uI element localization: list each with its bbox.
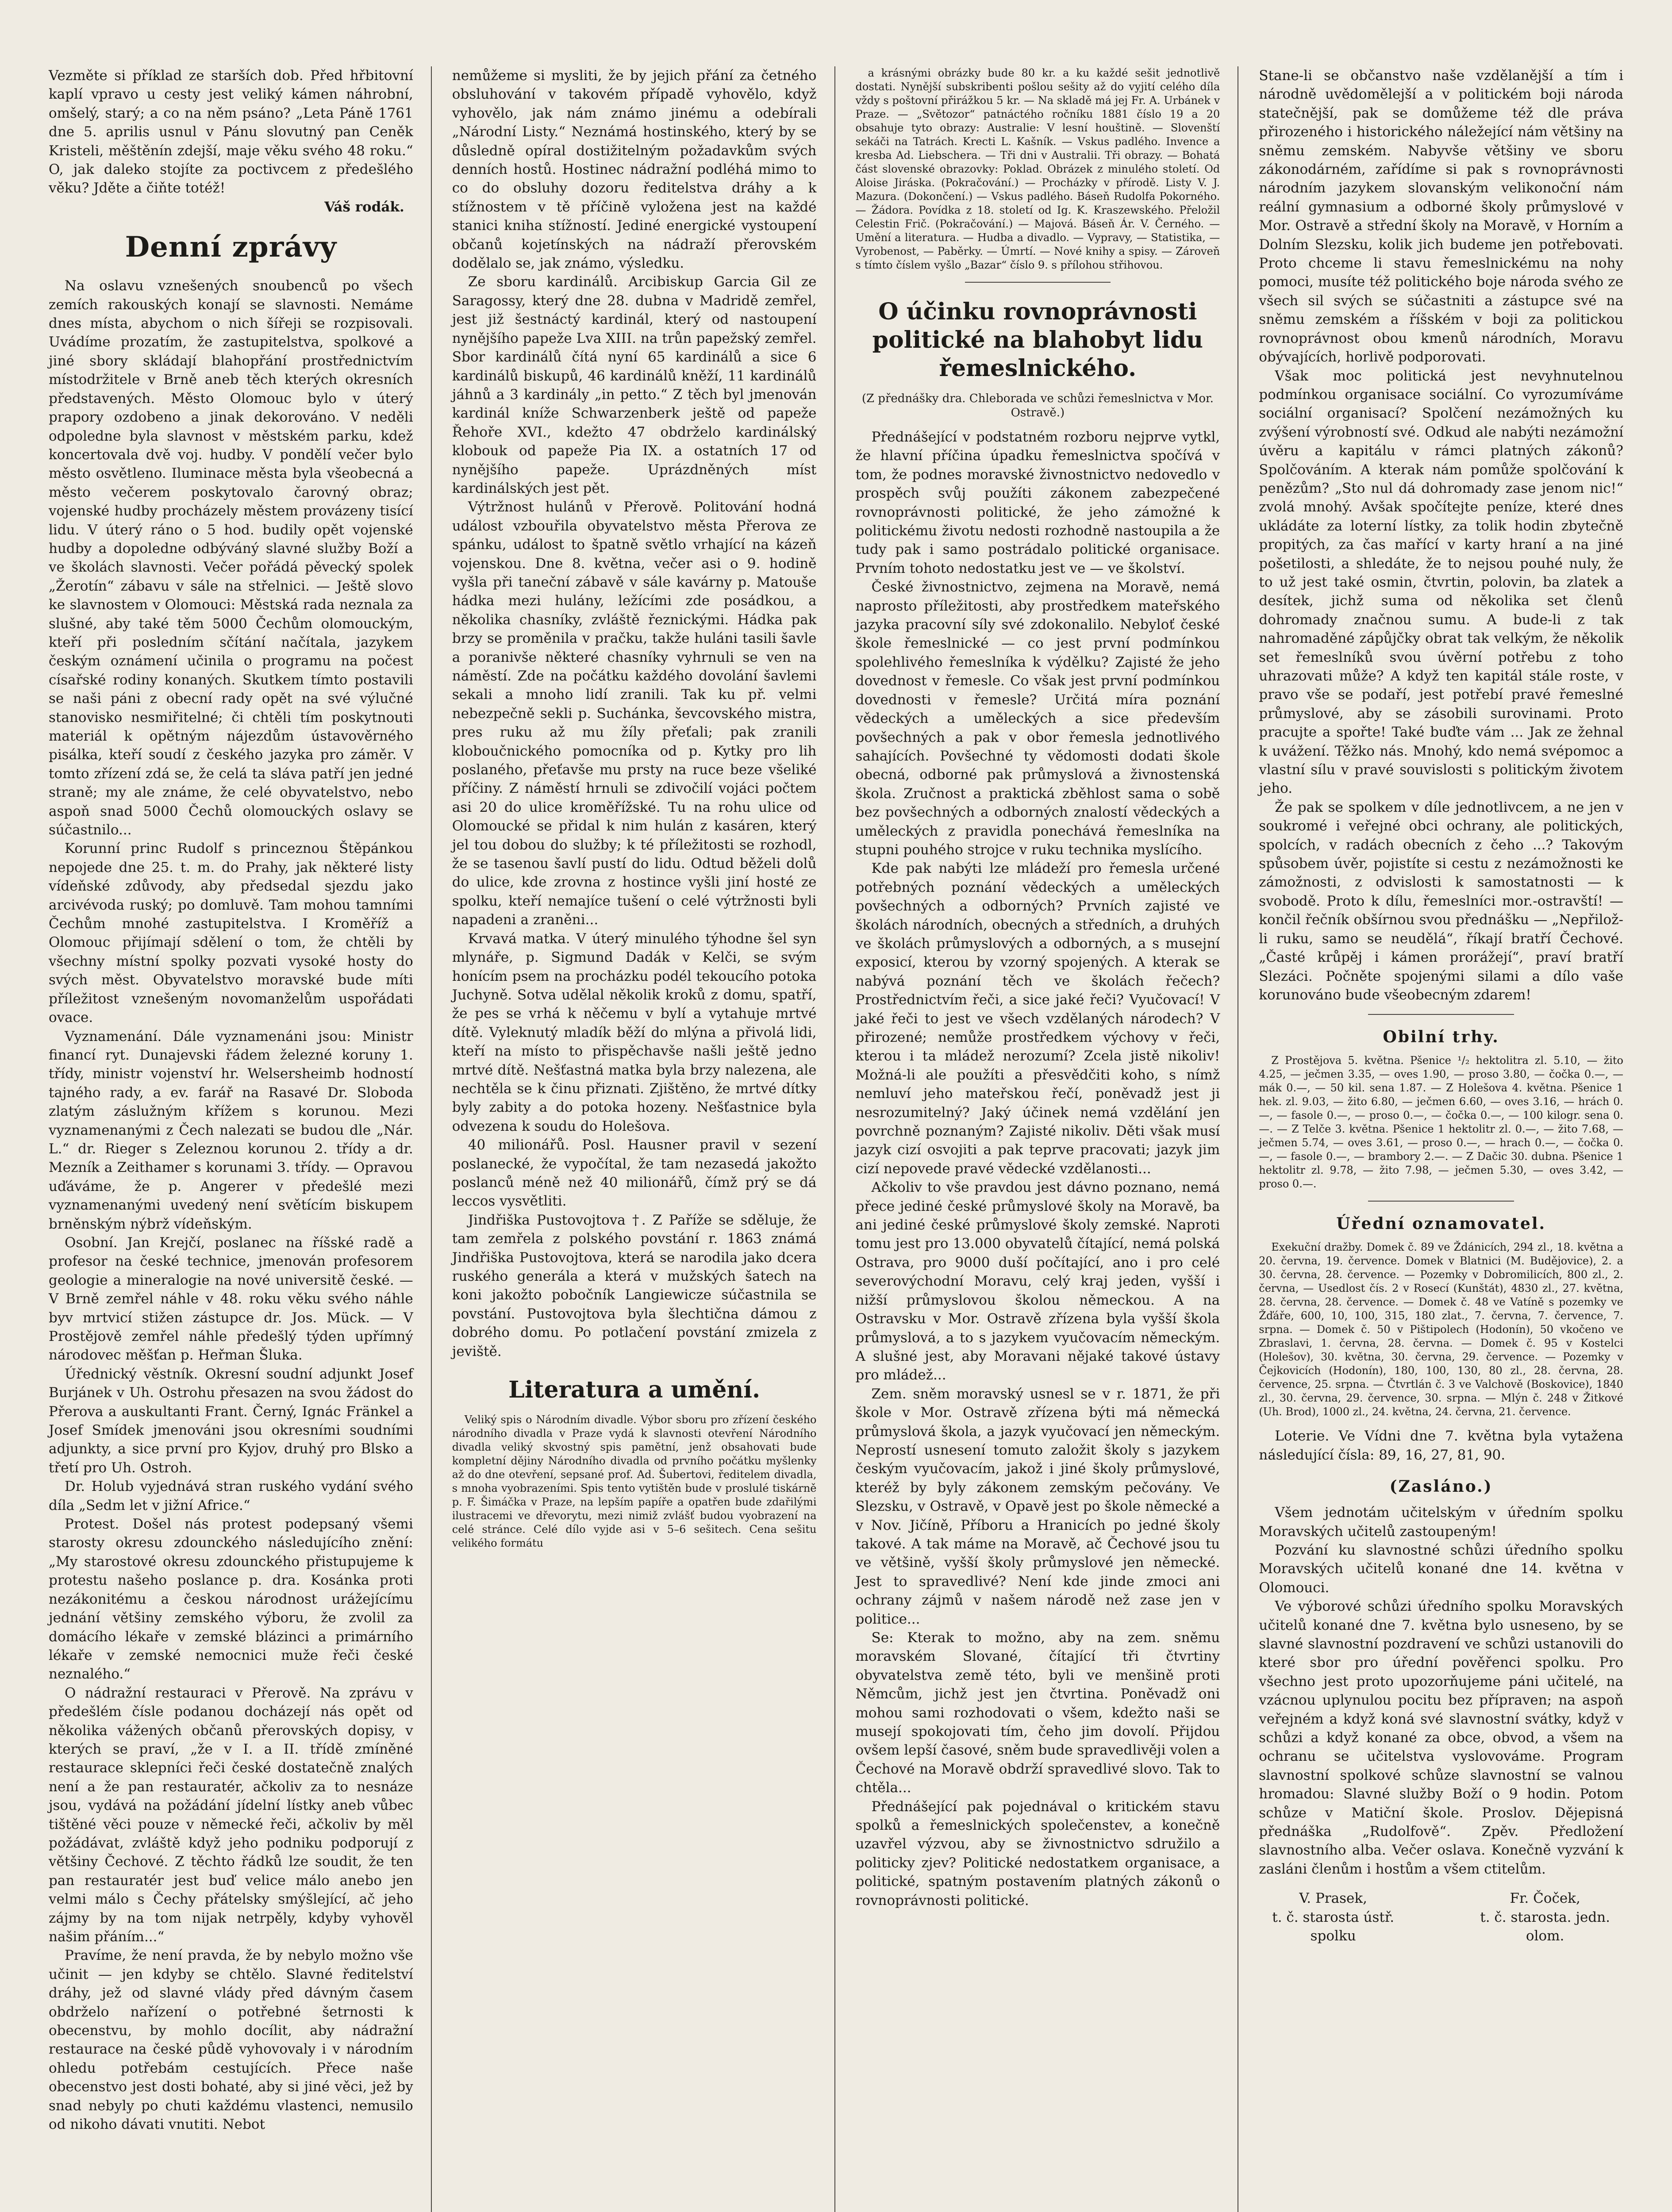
zaslano-body: Ve výborové schůzi úředního spolku Moravských učitelů konané dne 7. května bylo usneseno, by se slavné slavnostní pozdravení ve schůzi ustanovili do které sbor pro úřední pověřenci spolku. Pro všechno jest proto upozorňujeme páni učitelé, na vzácnou uplynulou pocitu bez přípraven; na aspoň veřejném a když koná své slavnostní svátky, když v schůzi a když konané za obce, obvod, a všem na ochranu se učitelstva vyslovováme. Program slavnostní spolkové schůze slavnostní se valnou hromadou: Slavné služby Boží o 9 hodin. Potom schůze v Matiční škole. Proslov. Dějepisná přednáška „Rudolfově“. Zpěv. Předložení slavnostního alba. Večer oslava. Konečně vyzvání k zasláni členům i hostům a všem ctitelům. [1259, 1598, 1623, 1877]
official-notices-block [1259, 1240, 1623, 1419]
section-heading-uredni-oznamovatel: Úřední oznamovatel. [1336, 1214, 1546, 1233]
article-paragraph: Korunní princ Rudolf s princeznou Štěpánkou nepojede dne 25. t. m. do Prahy, jak některé listy vídeňské zdůvody, aby předsedal sjezdu jako arcivévoda ruský; po domluvě. Tam mohou tamními Čechům mnohé zastupitelstva. I Kroměříž a Olomouc přijímají sdělení o tom, že chtěli by všechny místní spolky pozvati vysoké hosty do svých měst. Obyvatelstvo moravské bude míti příležitost vznešeným novomanželům uspořádati ovace. [49, 841, 413, 1026]
intro-letter: Vezměte si příklad ze starších dob. Před hřbitovní kaplí vpravo u cesty jest veliký kámen náhrobní, omšelý, starý; a co na něm psáno? „Leta Páně 1761 dne 5. aprilis usnul v Pánu slovutný pan Ceněk Kristeli, měštěnín zdejší, maje věku svého 48 roku.“ O, jak daleko stojíte za poctivcem z předešlého věku? Jděte a čiňte totéž! [49, 68, 413, 196]
section-heading-zaslano: (Zasláno.) [1389, 1477, 1493, 1496]
article-paragraph: 40 milionářů. Posl. Hausner pravil v sezení poslanecké, že vypočítal, že tam nezasedá jakožto poslanců méně než 40 milionářů, čímž prý se dá leccos vysvětliti. [452, 1137, 817, 1210]
article-paragraph: nemůžeme si mysliti, že by jejich přání za četného obsluhování v takovém případě vyhovělo, když vyhovělo, jak nám známo jinému a odebírali „Národní Listy.“ Neznámá hostinského, který by se důsledně opíral dostižitelným požadavkům svých denních hostů. Hostinec nádražní podléhá mimo to co do obsluhy dozoru ředitelstva dráhy a k stížnostem v tě příčině vyložena jest na každé stanici kniha stížností. Jediné energické vystoupení občanů kojetínských na nádraží přerovském dodělalo se, jak známo, výsledku. [452, 68, 817, 272]
grain-market-block [1259, 1054, 1623, 1191]
article-paragraph: Zem. sněm moravský usnesl se v r. 1871, že při škole v Mor. Ostravě zřízena býti má německá průmyslová škola, a jazyk vyučovací jen německým. Neprostí usnesení tomuto založit školy s jazykem českým vyučovacím, jakož i jiné školy průmyslové, kteréž by byly zákonem zemským pečovány. Ve Slezsku, v Ostravě, v Opavě jest po škole německé a v Nov. Jičíně, Příboru a Hranicích po jedné školy takové. A tak máme na Moravě, ač Čechové jsou tu ve většině, vyšší školy průmyslové jen německé. Jest to spravedlivé? Není kde jinde zmoci ani ochrany zájmů v našem národě než zase jen v politice... [855, 1386, 1220, 1627]
article-paragraph: Přednášející pak pojednával o kritickém stavu spolků a řemeslnických společenstev, a konečně uzavřel výzvou, aby se živnostnictvo sdružilo a politicky zjev? Politické nedostatkem organisace, a politické, spatným postavením platných zákonů o rovnoprávnosti politické. [855, 1798, 1220, 1909]
grain-market-text: Z Prostějova 5. května. Pšenice ¹/₂ hektolitra zl. 5.10, — žito 4.25, — ječmen 3.35, — oves 1.90, — proso 3.80, — čočka 0.—, — mák 0.—, — 50 kil. sena 1.87. — Z Holešova 4. května. Pšenice 1 hek. zl. 9.03, — žito 6.80, — ječmen 6.60, — oves 3.16, — hrách 0.—, — fasole 0.—, — proso 0.—, — čočka 0.—, — 100 kilogr. sena 0.—. — Z Telče 3. května. Pšenice 1 hektolitr zl. 0.—, — žito 7.68, — ječmen 5.74, — oves 3.61, — proso 0.—, — hrach 0.—, — čočka 0.—, — fasole 0.—, — brambory 2.—. — Z Dačic 30. dubna. Pšenice 1 hektolitr zl. 9.78, — žito 7.98, — ječmen 5.30, — oves 3.42, — proso 0.—. [1259, 1054, 1623, 1190]
article-paragraph: Úřednický věstník. Okresní soudní adjunkt Josef Burjánek v Uh. Ostrohu přesazen na svou žádost do Přerova a auskultanti Frant. Černý, Ignác Fränkel a Josef Smídek jmenováni jsou okresními soudními adjunkty, a sice první pro Kyjov, druhý pro Blsko a třetí pro Uh. Ostroh. [49, 1366, 413, 1476]
divider [1368, 1014, 1514, 1015]
column-3 [856, 66, 1239, 2212]
article-paragraph: Ačkoliv to vše pravdou jest dávno poznano, nemá přece jediné české průmyslové školy na Moravě, ba ani jediné české průmyslové školy zemské. Naproti tomu jest pro 13.000 obyvatelů čítající, nemá polská Ostrava, pro 9000 duší počítající, ano i pro celé severovýchodní Moravu, celý kraj jeden, vyšší i nižší průmyslovou školou německou. A na Ostravsku v Mor. Ostravě zřízena byla vyšší škola průmyslová, a to s jazykem vyučovacím německým. A slušné jest, aby Moravani nějaké takové ústavy pro mládež... [855, 1179, 1220, 1383]
signature-line [1272, 1889, 1610, 1945]
column-4 [1259, 66, 1623, 2212]
article-paragraph: Však moc politická jest nevyhnutelnou podmínkou organisace sociální. Co vyrozumíváme sociální organisací? Spolčení nezámožných ku zvýšení výrobností své. Odkud ale nabýti nezámožní úvěru a kapitálu v rámci platných zákonů? Spolčováním. A kterak nám pomůže spolčování k penězům? „Sto nul dá dohromady zase jenom nic!“ zvolá mnohý. Avšak spočítejte peníze, které dnes ukládáte za loterní lístky, za tolik hodin zbytečně propitých, za čas mařící v karty hraní a na jiné pošetilosti, a shledáte, že to nejsou pouhé nuly, že to už jest také osmin, čtvrtin, polovin, ba zlatek a desítek, jichž suma od několika set členů dohromady značnou sumu. A bude-li z tak nahromaděné zápůjčky obrat tak velkým, že několik set řemeslníků svou úvěrní potřebu z toho uhrazovati může? A když ten kapitál stále roste, v pravo vše se podaří, jest potřebí pravé řemeslné průmyslové, aby se zásobili surovinami. Proto pracujte a spořte! Také buďte vám ... Jak ze žehnal k uvážení. Těžko nás. Mnohý, kdo nemá svépomoc a vlastní sílu v pravé souvislosti s politickým životem jeho. [1259, 368, 1623, 797]
literature-continued [856, 66, 1220, 272]
section-heading-rovnopravnost: O účinku rovnoprávnosti politické na blahobyt lidu řemeslnického. [872, 298, 1203, 382]
article-paragraph: Osobní. Jan Krejčí, poslanec na říšské radě a profesor na české technice, jmenován profesorem geologie a mineralogie na nové universitě české. — V Brně zemřel náhle v 48. roku věku svého náhle byv mrtvicí stižen zástupce dr. Jos. Mück. — V Prostějově zemřel náhle předešlý týden upřímný národovec měšťan p. Heřman Šluka. [49, 1234, 413, 1363]
literature-block [452, 1413, 817, 1550]
section-heading-literatura: Literatura a umění. [508, 1376, 761, 1404]
article-paragraph: Ze sboru kardinálů. Arcibiskup Garcia Gil ze Saragossy, který dne 28. dubna v Madridě zemřel, jest již šestnáctý kardinál, který od nastoupení nynějšího papeže Lva XIII. na trůn papežský zemřel. Sbor kardinálů čítá nyní 65 kardinálů a sice 6 kardinálů biskupů, 46 kardinálů kněží, 11 kardinálů jáhnů a 3 kardinály „in petto.“ Z těch byl jmenován kardinál kníže Schwarzenberk ještě od papeže Řehoře XVI., kdežto 47 obdrželo kardinálský klobouk od papeže Pia IX. a ostatních 17 od nynějšího papeže. Uprázdněných míst kardinálských jest pět. [452, 274, 817, 496]
article-paragraph: Dr. Holub vyjednává stran ruského vydání svého díla „Sedm let v jižní Africe.“ [49, 1479, 413, 1513]
article-paragraph: Kde pak nabýti lze mládeží pro řemesla určené potřebných poznání vědeckých a uměleckých povšechných a odborných? Prvních zajisté ve školách národních, obecných a středních, a druhých ve školách průmyslových a odborných, a s musejní exposicí, kterou by vzorný spojených. A kterak se nabývá poznání těch ve školách řečech? Prostřednictvím řeči, a sice jaké řeči? Vyučovací! V jaké řeči to jest ve všech vzdělaných národech? V přirozené; nemůže prostředkem výchovy v řeči, kterou i ta mládež nerozumí? Zcela jistě nikoliv! Možná-li ale použíti a přesvědčiti koho, s nímž nemluví jeho mateřskou řečí, poněvadž jest ji nesrozumitelný? Jaký účinek nemá vzdělání jen povrchně poznaným? Zajisté nikoliv. Děti však musí jazyk cizí osvojiti a pak teprve pracovati; jazyk jim cizí nepovede pravé vědecké vzdělanosti... [855, 860, 1220, 1177]
divider [965, 282, 1111, 283]
article-paragraph: a krásnými obrázky bude 80 kr. a ku každé sešit jednotlivě dostati. Nynější subskribenti pošlou sešity až do vyjití celého díla vždy s poštovní přirážkou 5 kr. — Na skladě má jej Fr. A. Urbánek v Praze. — „Světozor“ patnáctého ročníku 1881 číslo 19 a 20 obsahuje tyto obrazy: Australie: V lesní houštině. — Slovenští sekáči na Tatrách. Krecti L. Kašník. — Vskus padlého. Invence a kresba Ad. Liebschera. — Tři dni v Australii. Tři obrazy. — Bohatá část slovenské obrazovky: Poklad. Obrázek z minulého století. Od Aloise Jiráska. (Pokračování.) — Procházky v přírodě. Listy V. J. Mazura. (Dokončení.) — Vskus padlého. Báseň Rudolfa Pokorného. — Žádora. Povídka z 18. století od Ig. K. Kraszewského. Přeložil Celestin Frič. (Pokračování.) — Majová. Báseň Ár. V. Černého. — Umění a literatura. — Hudba a divadlo. — Vypravy, — Statistika, — Vyrobenost, — Paběrky. — Úmrtí. — Nové knihy a spisy. — Zároveň s tímto číslem vyšlo „Bazar“ číslo 9. s přílohou střihovou. [855, 67, 1220, 271]
article-paragraph: Se: Kterak to možno, aby na zem. sněmu moravském Slované, čítající tři čtvrtiny obyvatelstva země této, byli ve menšině proti Němcům, jichž jest jen čtvrtina. Poněvadž oni mohou sami rozhodovati o všem, kdežto naši se musejí spokojovati tím, čeho jim dovolí. Přijdou ovšem lepší časové, sněm bude spravedlivěji volen a Čechové na Moravě obdrží spravedlivé slovo. Tak to chtěla... [855, 1630, 1220, 1796]
signature-left: V. Prasek, t. č. starosta ústř. spolku [1272, 1890, 1395, 1944]
divider [1368, 1201, 1514, 1202]
zaslano-address: Všem jednotám učitelským v úředním spolku Moravských učitelů zastoupeným! [1259, 1505, 1623, 1540]
article-paragraph: České živnostnictvo, zejmena na Moravě, nemá naprosto příležitosti, aby prostředkem mateřského jazyka pracovní síly své zdokonalilo. Nebyloť české škole řemeslnické — co jest první podmínkou spolehlivého řemeslníka k výdělku? Zajisté že jeho dovednost v řemesle. Co však jest první podmínkou dovednosti v řemesle? Určitá míra poznání vědeckých a uměleckých a sice především povšechných a pak v obor řemesla jednotlivého sahajících. Povšechné ty vědomosti dodati škole obecná, odborné pak průmyslová a živnostenská škola. Zručnost a praktická zběhlost sama o sobě bez povšechných a odborných znalostí vědeckých a uměleckých z pravidla ponechává řemeslníka na stupni pouhého strojce v ruku technika myslícího. [855, 579, 1220, 858]
section-heading-obilni-trhy: Obilní trhy. [1383, 1028, 1499, 1047]
section-heading-denni-zpravy: Denní zprávy [125, 230, 337, 264]
signature-right: Fr. Čoček, t. č. starosta. jedn. olom. [1480, 1890, 1610, 1944]
article-paragraph: O nádražní restauraci v Přerově. Na zprávu v předešlém čísle podanou docházejí nás opět od několika vážených občanů přerovských dopisy, v kterých se praví, „že v I. a II. třídě zmíněné restaurace sklepníci řeči české dostatečně znalých není a že pan restauratér, ačkoliv za to nesnáze jsou, vydává na požádání jídelní lístky aneb vůbec tištěné věci pouze v německé řeči, ačkoliv by měl požádávat, zvláště když jeho podniku podporují z většiny Čechové. Z těchto řádků lze soudit, že ten pan restauratér jest buď velice málo anebo jen velmi málo s Čechy přátelsky smýšlející, ač jeho zájmy by na tom nijak netrpěly, kdyby vyhověl našim přáním...“ [49, 1685, 413, 1945]
article-paragraph: Přednášející v podstatném rozboru nejprve vytkl, že hlavní příčina úpadku řemeslnictva spočívá v tom, že podnes moravské živnostnictvo nedovedlo v prospěch svůj použíti zákonem zabezpečené rovnoprávnosti politické, že jeho zámožné k politickému životu nedosti rozhodně nastoupila a že tudy pak i samo postrádalo politické organisace. Prvním tohoto nedostatku jest ve — ve školství. [855, 429, 1220, 576]
intro-signature: Váš rodák. [324, 199, 404, 215]
article-paragraph: Stane-li se občanstvo naše vzdělanější a tím i národně uvědomělejší a v politickém boji národa statečnější, pak se domůžeme též dle práva přirozeného i historického náležející nám většiny na sněmu zemském. Nabyvše většiny ve sboru zákonodárném, zařídíme si pak s rovnoprávnosti národním jazykem slovanským velikonoční nám reální gymnasium a odborné školy průmyslové v Mor. Ostravě a střední školy na Moravě, v Horním a Dolním Slezsku, kolik jich budeme jen potřebovati. Proto chceme li stavu řemeslnickému na nohy pomoci, musíte též politického boje národa svého ze všech sil svých se súčastniti a zástupce své na sněmu zemském a říšském v boji za politickou rovnoprávnost obou kmenů národních, Moravu obývajících, horlivě podporovati. [1259, 68, 1623, 365]
column-1 [49, 66, 432, 2212]
column-2 [452, 66, 835, 2212]
article-paragraph: Protest. Došel nás protest podepsaný všemi starosty okresu zdounckého následujícího znění: „My starostové okresu zdounckého přistupujeme k protestu našeho poslance p. dra. Kosánka proti nezákonitému a českou národnost urážejícímu jednání většiny zemského výboru, že zvolil za domácího lékaře v zemské blázinci a primárního lékaře v zemské nemocnici muže řeči české neznalého.“ [49, 1516, 413, 1682]
article-paragraph: Vyznamenání. Dále vyznamenáni jsou: Ministr financí ryt. Dunajevski řádem železné koruny 1. třídy, ministr vojenství hr. Welsersheimb hodností tajného rady, a ev. farář na Rasavé Dr. Sloboda zlatým záslužným křížem s korunou. Mezi vyznamenanými z Čech nalezati se budou dle „Nár. L.“ dr. Rieger s Zeleznou korunou 2. třídy a dr. Mezník a Zeithamer s korunami 3. třídy. — Opravou uďáváme, že p. Angerer v předešlé mezi vyznamenanými uvedený není světícím biskupem brněnským nýbrž vídeňským. [49, 1028, 413, 1232]
article-paragraph: Krvavá matka. V úterý minulého týhodne šel syn mlynáře, p. Sigmund Dadák v Kelči, se svým honícím psem na procházku podél tekoucího potoka Juchyně. Sotva udělal několik kroků z domu, spatří, že pes se vrhá k něčemu v bylí a vytahuje mrtvé dítě. Vyleknutý mladík běží do mlýna a přivolá lidi, kteří na místo to přispěchavše našli ještě jedno mrtvé dítě. Nešťastná matka byla brzy nalezena, ale nechtěla se k činu přiznati. Zjištěno, že mrtvé dítky byly zabity a do potoka hozeny. Nešťastnice byla odvezena k soudu do Holešova. [452, 930, 817, 1134]
lottery-notice: Loterie. Ve Vídni dne 7. května byla vytažena následující čísla: 89, 16, 27, 81, 90. [1259, 1428, 1623, 1463]
article-subtitle: (Z přednášky dra. Chleborada ve schůzi řemeslnictva v Mor. Ostravě.) [861, 392, 1214, 419]
article-paragraph: Jindřiška Pustovojtova †. Z Paříže se sděluje, že tam zemřela z polského povstání r. 1863 známá Jindřiška Pustovojtova, která se narodila jako dcera ruského generála a která v mužských šatech na koni jakožto pobočník Langiewicze súčastnila se povstání. Pustovojtova byla šlechtična dámou z dobrého domu. Po potlačení povstání zmizela z jeviště. [452, 1212, 817, 1359]
article-paragraph: Veliký spis o Národním divadle. Výbor sboru pro zřízení českého národního divadla v Praze vydá k slavnosti otevření Národního divadla veliký skvostný spis pamětní, jenž obsahovati bude kompletní dějiny Národního divadla od prvního počátku myšlenky až do dne otevření, sepsané prof. Ad. Šubertovi, ředitelem divadla, s mnoha vyobrazeními. Spis tento vytištěn bude v proslulé tiskárně p. F. Šimáčka v Praze, na lepším papíře a opatřen bude zdařilými ilustracemi ve dřevorytu, mezi nimiž zvlášť budou vyobrazení na celé stránce. Celé dílo vyjde asi v 5–6 sešitech. Cena sešitu velikého formátu [452, 1413, 817, 1550]
article-paragraph: Výtržnost hulánů v Přerově. Politování hodná událost vzbouřila obyvatelstvo města Přerova ze spánku, událost to špatně světlo vrhající na kázeň vojenskou. Dne 8. května, večer asi o 9. hodině vyšla při taneční zábavě v sále kavárny p. Matouše hádka mezi hulány, ležícími zde posádkou, a několika chasníky, zvláště řeznickými. Hádka pak brzy se proměnila v pračku, takže huláni tasili šavle a poranivše některé chasníky vyhrnuli se ven na náměstí. Zde na počátku každého dovolání šavlemi sekali a mnoho lidí zranili. Tak ku př. velmi nebezpečně sekli p. Suchánka, ševcovského mistra, pres ruku až mu žíly přeťali; pak zranili kloboučnického pomocníka od p. Kytky pro lih poslaného, přeťavše mu prsty na ruce beze všeliké příčiny. Z náměstí hrnuli se zdivočilí vojáci počtem asi 20 do ulice kroměřížské. Tu na rohu ulice od Olomoucké se přidal k nim hulán z kasáren, který jel tou dobou do služby; k té příležitosti se rozhodl, že se tasenou šavlí pustí do lidu. Odtud běželi dolů do ulice, kde zrovna z hostince vyšli jiní hosté ze spolku, kteří nemajíce tušení o celé výtržnosti byli napadeni a zraněni... [452, 499, 817, 928]
zaslano-invitation: Pozvání ku slavnostné schůzi úředního spolku Moravských učitelů konané dne 14. května v Olomouci. [1259, 1542, 1623, 1596]
article-paragraph: Že pak se spolkem v díle jednotlivcem, a ne jen v soukromé i veřejné obci ochrany, ale politických, spolcích, v radách obecních z čeho ...? Takovým spůsobem úvěr, pojistíte si cestu z nezámožnosti ke zámožnosti, z odvislosti k samostatnosti — k svobodě. Proto k dílu, řemeslníci mor.-ostravští! — končil řečník obšírnou svou přednášku — „Nepřilož-li ruku, samo se neudělá“, říkají bratří Čechové. „Časté krůpěj i kámen prorážejí“, praví bratří Slezáci. Počněte spojenými silami a dílo vaše korunováno bude všeobecným zdarem! [1259, 799, 1623, 1003]
article-paragraph: Na oslavu vznešených snoubenců po všech zemích rakouských konají se slavnosti. Nemáme dnes místa, abychom o nich šířeji se rozpisovali. Uvádíme prozatím, že zastupitelstva, spolkové a jiné sbory skládají blahopřání prostřednictvím místodržitele v Brně aneb těch kterých okresních představených. Město Olomouc bylo v úterý prapory ozdobeno a jinak dekorováno. V neděli odpoledne byla slavnost v městském parku, kdež koncertovala dvě voj. hudby. V pondělí večer bylo město osvětleno. Iluminace města byla všeobecná a město večerem poskytovalo čarovný obraz; vojenské hudby procházely městem provázeny tisící lidu. V úterý ráno o 5 hod. budily opět vojenské hudby a dopoledne odbýváný slavné služby Boží a ve školách slavnosti. Večer pořádá pěvecký spolek „Žerotín“ zábavu v sále na střelnici. — Ještě slovo ke slavnostem v Olomouci: Městská rada neznala za slušné, aby také těm 5000 Čechům olomouckým, kteří při posledním sčítání načítala, jazykem českým oznámení učinila o programu na počest císařské rodiny konaných. Skutkem tímto postavili se naši páni z obecní rady opět na své výlučné stanovisko nesmiřitelné; či chtěli tím poskytnouti materiál k opětným nájezdům ústavověrného pisálka, kteří soudí z českého jazyka pro záměr. V tomto zřízení zdá se, že celá ta sláva patří jen jedné straně; my ale známe, že celé obyvatelstvo, nebo aspoň snad 5000 Čechů olomouckých oslavy se súčastnilo... [49, 278, 413, 838]
official-notices-text: Exekuční dražby. Domek č. 89 ve Ždánicích, 294 zl., 18. května a 20. června, 19. července. Domek v Blatnici (M. Budějovice), 2. a 30. června, 28. července. — Pozemky v Dobromilicích, 800 zl., 2. června, — Usedlost čís. 2 v Rosecí (Kunštát), 4830 zl., 27. května, 28. června, 28. července. — Domek č. 48 ve Vatíně s pozemky ve Žďáře, 600, 10, 100, 315, 180 zlat., 7. června, 7. července, 7. srpna. — Domek č. 50 v Pištipolech (Hodonín), 50 vkočeno ve Zbraslavi, 1. června, 28. června. — Domek č. 95 v Kostelci (Holešov), 30. května, 30. června, 29. července. — Pozemky v Čejkovicích (Hodonín), 180, 100, 130, 80 zl., 28. června, 28. července, 25. srpna. — Čtvrtlán č. 3 ve Valchově (Boskovice), 1840 zl., 30. června, 29. července, 30. srpna. — Mlýn č. 248 v Žitkové (Uh. Brod), 1000 zl., 24. května, 24. června, 21. července. [1259, 1241, 1623, 1418]
article-paragraph: Pravíme, že není pravda, že by nebylo možno vše učinit — jen kdyby se chtělo. Slavné ředitelství dráhy, jež od slavné vlády před dávným časem obdrželo nařízení o potřebné šetrnosti k obecenstvu, by mohlo docílit, aby nádražní restaurace na české půdě vyhovovaly i v národním ohledu potřebám cestujících. Přece naše obecenstvo jest dosti bohaté, aby si jiné věci, jež by snad nebyly po chuti každému vlastenci, nemusilo od nikoho dávati vnutiti. Nebot [49, 1947, 413, 2133]
